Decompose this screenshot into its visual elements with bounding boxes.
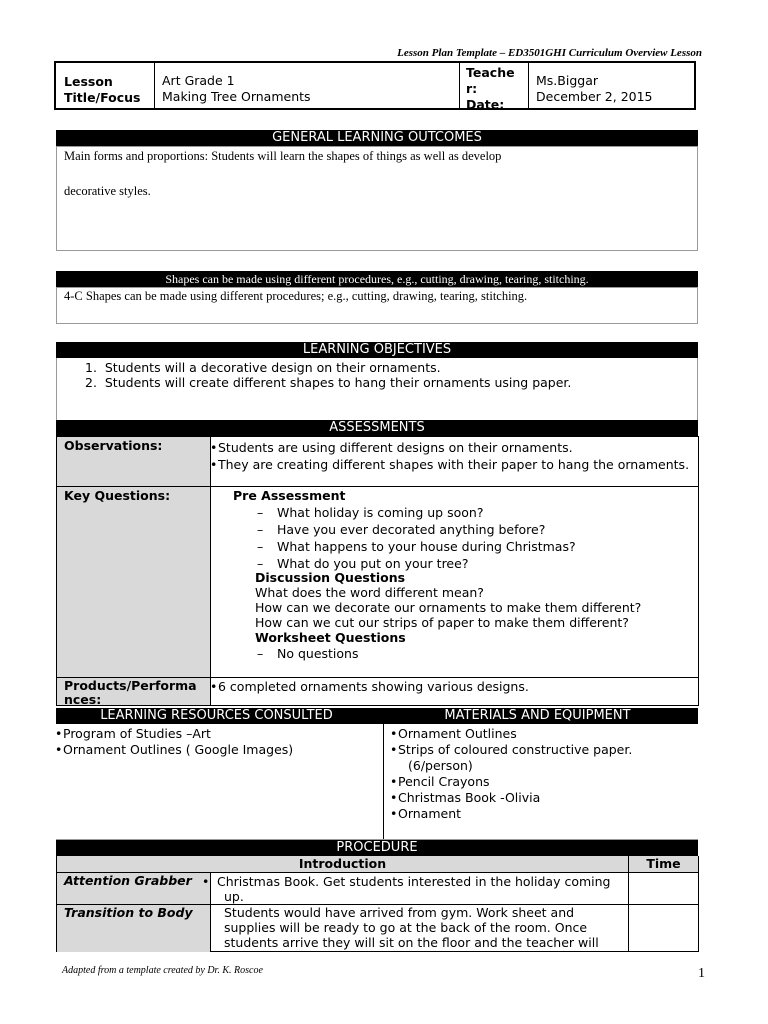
list-item: • They are creating different shapes with their paper to hang the ornaments. [210,456,695,473]
list-item: • Students are using different designs on their ornaments. [210,439,695,456]
transition-text: Students would have arrived from gym. Work sheet and supplies will be ready to go at the back of the room. Once students arrive they will sit on the floor and the teacher will [224,905,599,950]
list-item: • Christmas Book -Olivia [390,790,695,806]
pre-assessment-list [232,504,692,572]
teacher-date-values [536,73,696,108]
running-header: Lesson Plan Template – ED3501GHI Curriculum Overview Lesson [397,47,702,59]
teacher-date-labels [466,65,526,112]
specific-outcomes-title: Shapes can be made using different procedures, e.g., cutting, drawing, tearing, stitching. [56,271,698,287]
learning-objectives-title: LEARNING OBJECTIVES [56,342,698,358]
learning-objectives-box [56,358,698,420]
attention-grabber-label: Attention Grabber [64,873,192,888]
transition-label: Transition to Body [64,905,193,920]
list-item: – What do you put on your tree? [232,555,692,572]
list-item: • Program of Studies –Art [55,726,375,742]
date-value: December 2, 2015 [536,89,653,104]
list-item: • Ornament Outlines ( Google Images) [55,742,375,758]
list-item: • Ornament Outlines [390,726,695,742]
teacher-value: Ms.Biggar [536,73,598,88]
lesson-focus: Making Tree Ornaments [162,89,311,104]
specific-outcomes-box [56,287,698,324]
teacher-label: Teache r: [466,65,515,96]
assessments-title: ASSESSMENTS [56,420,698,436]
general-outcomes-line2: decorative styles. [64,184,151,198]
general-outcomes-title: GENERAL LEARNING OUTCOMES [56,130,698,146]
list-item: What does the word different mean? [255,585,484,600]
resources-title: LEARNING RESOURCES CONSULTED [56,708,377,724]
time-header: Time [646,856,681,871]
footer-credit: Adapted from a template created by Dr. K. Roscoe [62,965,263,976]
list-item: – What happens to your house during Christmas? [232,538,692,555]
materials-title: MATERIALS AND EQUIPMENT [377,708,698,724]
worksheet-list [232,646,692,662]
products-label: Products/Performa nces: [64,678,197,707]
general-outcomes-box [56,146,698,251]
date-label: Date: [466,97,505,112]
bullet-icon: • [202,874,210,889]
materials-list [390,726,695,822]
objective-item: 1. Students will a decorative design on their ornaments. [85,360,441,375]
procedure-table [56,856,699,952]
discussion-section [255,570,695,645]
observations-label: Observations: [64,438,163,453]
lesson-title-value [162,73,452,108]
page-number: 1 [698,966,705,981]
observations-list [210,439,695,473]
list-item: • Ornament [390,806,695,822]
introduction-header: Introduction [298,856,387,871]
list-item: – No questions [232,646,692,662]
list-item: – Have you ever decorated anything before? [232,521,692,538]
list-item: – What holiday is coming up soon? [232,504,692,521]
products-list [210,679,695,695]
objective-item: 2. Students will create different shapes to hang their ornaments using paper. [85,375,572,390]
lesson-header-table [54,61,696,110]
discussion-title: Discussion Questions [255,570,406,585]
resources-list [55,726,375,758]
list-item: How can we decorate our ornaments to make them different? [255,600,642,615]
list-item: • Pencil Crayons [390,774,695,790]
list-item: • 6 completed ornaments showing various designs. [210,679,695,695]
lesson-title-label: Lesson Title/Focus [64,74,141,105]
assessments-table [56,436,699,706]
general-outcomes-line1: Main forms and proportions: Students will learn the shapes of things as well as develop [64,149,502,163]
worksheet-title: Worksheet Questions [255,630,406,645]
key-questions-label: Key Questions: [64,488,171,503]
attention-grabber-text: Christmas Book. Get students interested in the holiday coming up. [217,874,611,904]
lesson-subject: Art Grade 1 [162,73,235,88]
list-item: How can we cut our strips of paper to make them different? [255,615,629,630]
list-item: • Strips of coloured constructive paper. (6/person) [390,742,695,774]
specific-outcomes-text: 4-C Shapes can be made using different procedures; e.g., cutting, drawing, tearing, stitching. [64,289,528,303]
procedure-title: PROCEDURE [56,840,698,856]
pre-assessment-title: Pre Assessment [233,488,346,503]
